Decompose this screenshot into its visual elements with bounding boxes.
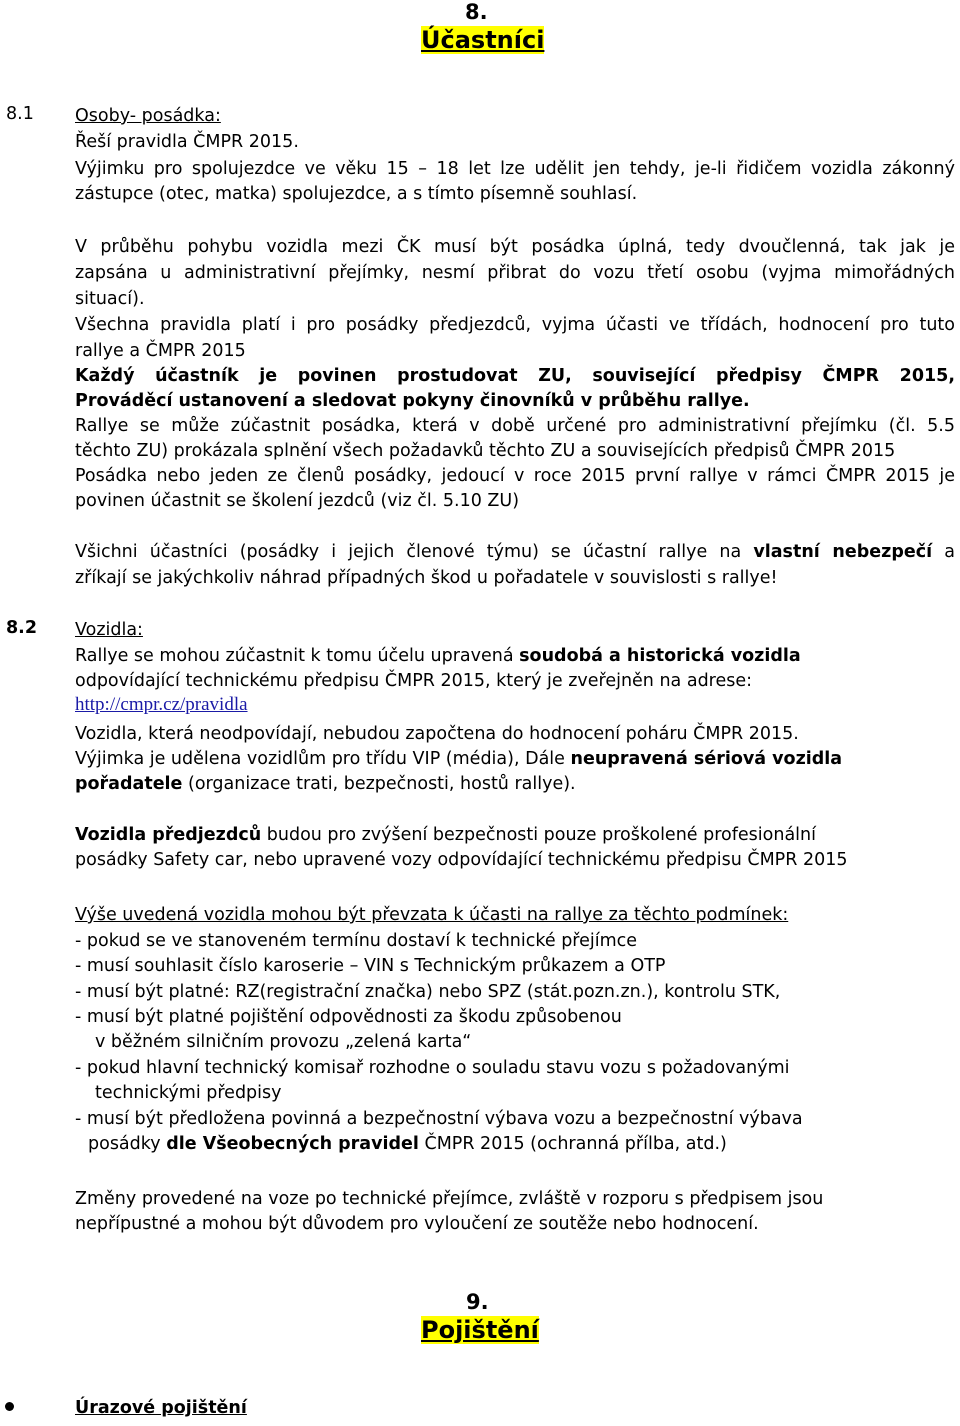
condition-5b: technickými předpisy <box>95 1083 282 1103</box>
s82-p4a <box>75 823 816 847</box>
condition-6a: - musí být předložena povinná a bezpečnostní výbava vozu a bezpečnostní výbava <box>75 1109 803 1129</box>
s81-p2b: zástupce (otec, matka) spolujezdce, a s tímto písemně souhlasí. <box>75 184 638 204</box>
chapter-9-number: 9. <box>466 1290 489 1314</box>
s81-p4a: Všechna pravidla platí i pro posádky předjezdců, vyjma účasti ve třídách, hodnocení pro tuto <box>75 315 955 335</box>
s81-p6a: Rallye se může zúčastnit posádka, která v době určené pro administrativní přejímku (čl. 5.5 <box>75 416 955 436</box>
condition-1: - pokud se ve stanoveném termínu dostaví k technické přejímce <box>75 931 638 951</box>
section-8-1-number: 8.1 <box>6 104 34 124</box>
s82-p3b-bold: pořadatele <box>75 774 183 794</box>
section-8-1-heading: Osoby- posádka: <box>75 106 221 126</box>
s81-p7b: povinen účastnit se školení jezdců (viz čl. 5.10 ZU) <box>75 491 520 511</box>
chapter-8-title: Účastníci <box>421 26 545 54</box>
s82-p3a <box>75 747 842 771</box>
s81-p3b: zapsána u administrativní přejímky, nesmí přibrat do vozu třetí osobu (vyjma mimořádných <box>75 263 955 283</box>
condition-6b-bold: dle Všeobecných pravidel <box>166 1134 419 1154</box>
s81-p5b: Prováděcí ustanovení a sledovat pokyny činovníků v průběhu rallye. <box>75 391 750 411</box>
condition-6b <box>88 1132 727 1156</box>
condition-3: - musí být platné: RZ(registrační značka) nebo SPZ (stát.pozn.zn.), kontrolu STK, <box>75 982 781 1002</box>
condition-4a: - musí být platné pojištění odpovědnosti za škodu způsobenou <box>75 1007 622 1027</box>
s81-p3c: situací). <box>75 289 145 309</box>
section-8-2-number: 8.2 <box>6 618 38 638</box>
s82-p1b: odpovídající technickému předpisu ČMPR 2015, který je zveřejněn na adrese: <box>75 671 753 691</box>
s81-p8b: zříkají se jakýchkoliv náhrad případných škod u pořadatele v souvislosti s rallye! <box>75 568 778 588</box>
condition-6b-text: posádky <box>88 1134 161 1154</box>
s81-p8a-bold: vlastní nebezpečí <box>753 542 933 562</box>
s81-p4b: rallye a ČMPR 2015 <box>75 341 246 361</box>
s81-p8a-end: a <box>944 542 955 562</box>
s82-p1a-text: Rallye se mohou zúčastnit k tomu účelu upravená <box>75 646 514 666</box>
s82-p5a: Změny provedené na voze po technické přejímce, zvláště v rozporu s předpisem jsou <box>75 1189 824 1209</box>
condition-5a: - pokud hlavní technický komisař rozhodne o souladu stavu vozu s požadovanými <box>75 1058 790 1078</box>
s82-p2: Vozidla, která neodpovídají, nebudou započtena do hodnocení poháru ČMPR 2015. <box>75 724 799 744</box>
bullet-icon <box>5 1402 14 1411</box>
s82-p1a <box>75 644 801 668</box>
s82-p3b-text: (organizace trati, bezpečnosti, hostů rallye). <box>188 774 576 794</box>
s81-p8a <box>75 540 955 564</box>
s82-p4b: posádky Safety car, nebo upravené vozy odpovídající technickému předpisu ČMPR 2015 <box>75 850 848 870</box>
s82-p3a-text: Výjimka je udělena vozidlům pro třídu VIP (média), Dále <box>75 749 565 769</box>
conditions-heading: Výše uvedená vozidla mohou být převzata k účasti na rallye za těchto podmínek: <box>75 905 789 925</box>
condition-4b: v běžném silničním provozu „zelená karta“ <box>95 1032 472 1052</box>
s82-p3a-bold: neupravená sériová vozidla <box>570 749 843 769</box>
chapter-9-title: Pojištění <box>421 1316 539 1344</box>
condition-2: - musí souhlasit číslo karoserie – VIN s Technickým průkazem a OTP <box>75 956 666 976</box>
s82-p3b <box>75 772 576 796</box>
s82-p4a-bold: Vozidla předjezdců <box>75 825 262 845</box>
s81-p3a: V průběhu pohybu vozidla mezi ČK musí být posádka úplná, tedy dvoučlenná, tak jak je <box>75 237 955 257</box>
s81-p7a: Posádka nebo jeden ze členů posádky, jedoucí v roce 2015 první rallye v rámci ČMPR 2015 je <box>75 466 955 486</box>
s81-p8a-text: Všichni účastníci (posádky i jejich členové týmu) se účastní rallye na <box>75 542 742 562</box>
s81-p2a: Výjimku pro spolujezdce ve věku 15 – 18 let lze udělit jen tehdy, je-li řidičem vozidla zákonný <box>75 159 955 179</box>
condition-6b-end: ČMPR 2015 (ochranná přílba, atd.) <box>424 1134 727 1154</box>
pravidla-link[interactable]: http://cmpr.cz/pravidla <box>75 694 248 715</box>
section-8-2-heading: Vozidla: <box>75 620 143 640</box>
s81-p5a: Každý účastník je povinen prostudovat ZU, související předpisy ČMPR 2015, <box>75 366 955 386</box>
s82-p5b: nepřípustné a mohou být důvodem pro vyloučení ze soutěže nebo hodnocení. <box>75 1214 759 1234</box>
s81-p1: Řeší pravidla ČMPR 2015. <box>75 132 299 152</box>
s81-p6b: těchto ZU) prokázala splnění všech požadavků těchto ZU a souvisejících předpisů ČMPR 2015 <box>75 441 896 461</box>
section-9-1-heading: Úrazové pojištění <box>75 1398 247 1418</box>
s82-p1a-bold: soudobá a historická vozidla <box>519 646 801 666</box>
chapter-8-number: 8. <box>465 0 488 24</box>
s82-p4a-text: budou pro zvýšení bezpečnosti pouze proškolené profesionální <box>266 825 816 845</box>
